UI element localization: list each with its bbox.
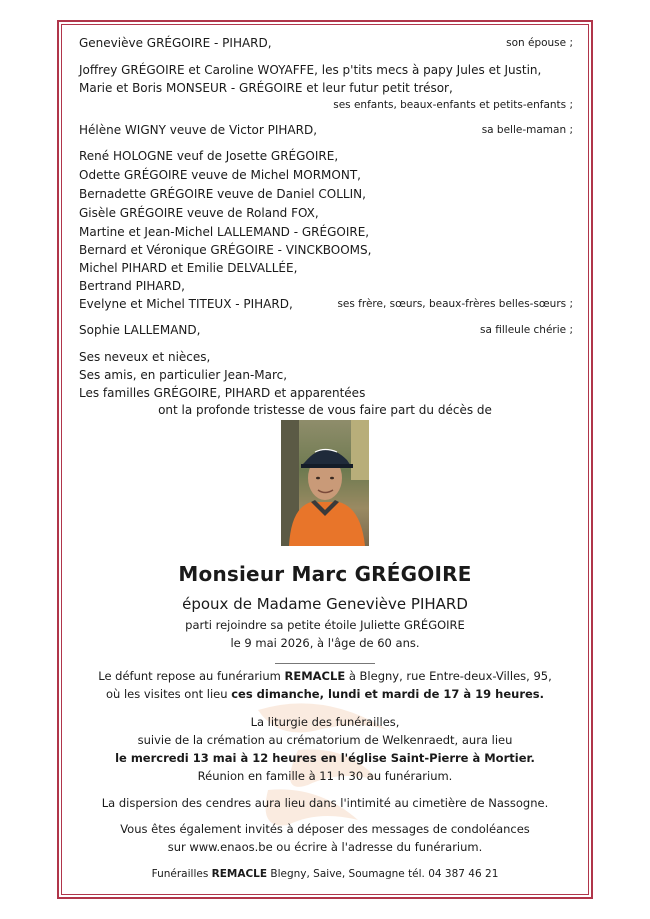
announcement: ont la profonde tristesse de vous faire part du décès de xyxy=(158,403,492,417)
ashes-line: La dispersion des cendres aura lieu dans l'intimité au cimetière de Nassogne. xyxy=(101,796,549,810)
visits-line: où les visites ont lieu ces dimanche, lundi et mardi de 17 à 19 heures. xyxy=(105,687,545,701)
deceased-info-line: parti rejoindre sa petite étoile Juliette GRÉGOIRE xyxy=(185,618,465,632)
rest-line: Le défunt repose au funérarium REMACLE à Blegny, rue Entre-deux-Villes, 95, xyxy=(98,669,552,683)
condolences-line: Vous êtes également invités à déposer des messages de condoléances xyxy=(120,822,530,836)
deceased-info-line: le 9 mai 2026, à l'âge de 60 ans. xyxy=(230,636,420,650)
liturgy-line: le mercredi 13 mai à 12 heures en l'église Saint-Pierre à Mortier. xyxy=(115,751,535,765)
portrait-photo xyxy=(281,420,369,546)
liturgy-line: La liturgie des funérailles, xyxy=(250,715,400,729)
liturgy-line: Réunion en famille à 11 h 30 au funérarium. xyxy=(197,769,453,783)
deceased-name: Monsieur Marc GRÉGOIRE xyxy=(178,562,472,586)
condolences-line: sur www.enaos.be ou écrire à l'adresse du funérarium. xyxy=(167,840,483,854)
liturgy-line: suivie de la crémation au crématorium de Welkenraedt, aura lieu xyxy=(137,733,513,747)
relation-label: ses enfants, beaux-enfants et petits-enfants ; xyxy=(333,99,573,111)
divider xyxy=(275,663,375,664)
spouse-line: époux de Madame Geneviève PIHARD xyxy=(182,595,468,613)
footer: Funérailles REMACLE Blegny, Saive, Soumagne tél. 04 387 46 21 xyxy=(151,868,499,880)
